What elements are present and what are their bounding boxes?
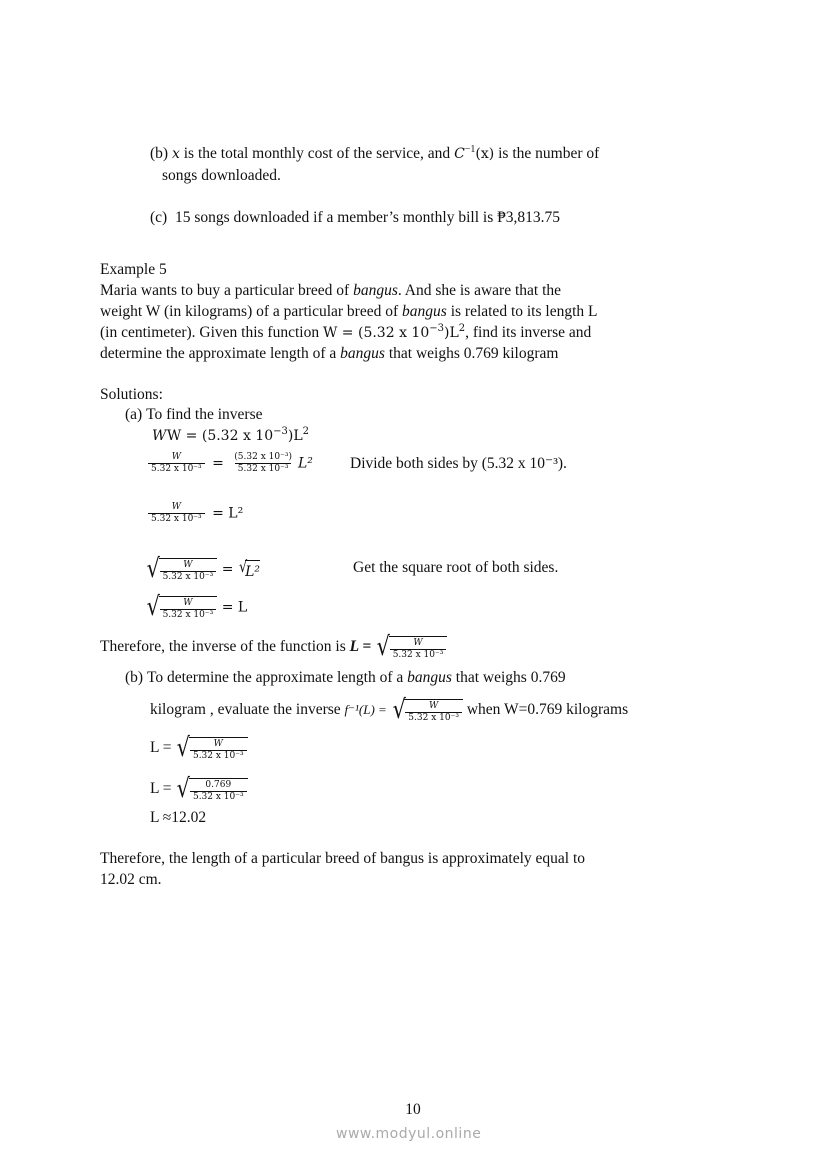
den: 5.32 x 10⁻³: [160, 609, 217, 621]
t: L =: [150, 780, 172, 798]
sqrt: √ $\frac{W}{\text{5.32 x 10⁻³}}$: [175, 735, 247, 762]
t: To find the inverse: [146, 406, 263, 423]
t: =: [221, 599, 234, 616]
label: (c): [150, 209, 168, 226]
t: kilogram , evaluate the inverse: [150, 701, 345, 719]
t: L =: [349, 638, 372, 656]
sqrt-note: Get the square root of both sides.: [353, 559, 559, 576]
t: Maria wants to buy a particular breed of: [100, 282, 354, 299]
den: 5.32 x 10⁻³: [160, 571, 217, 583]
conclusion-line-1: Therefore, the length of a particular breed of bangus is approximately equal to: [100, 850, 586, 867]
arg: (x): [475, 146, 495, 162]
t: Therefore, the inverse of the function is: [100, 638, 350, 656]
t: that weighs 0.769: [451, 669, 566, 686]
t: L =: [150, 739, 172, 757]
equation-3: [145, 502, 243, 525]
den: 5.32 x 10⁻³: [235, 463, 292, 475]
t: =: [212, 455, 224, 472]
t: weight W (in kilograms) of a particular breed of: [100, 303, 403, 320]
fraction: [190, 780, 247, 803]
num: W: [171, 502, 181, 512]
t: , find its inverse and: [465, 324, 592, 341]
t: L²: [297, 455, 313, 472]
para-line-1: [100, 281, 561, 301]
num: W: [213, 739, 223, 749]
fraction: [390, 638, 447, 661]
result: L ≈12.02: [150, 809, 207, 826]
t: )L: [287, 428, 303, 444]
divide-note: Divide both sides by (5.32 x 10⁻³).: [350, 455, 567, 472]
t: −3: [273, 426, 288, 437]
equation-4: [145, 556, 260, 583]
answer-b: [150, 144, 599, 164]
para-line-2: [100, 302, 597, 322]
num: (5.32 x 10⁻³): [234, 452, 292, 462]
num: W: [183, 560, 193, 570]
label: (a): [125, 406, 143, 423]
t: is related to its length L: [446, 303, 598, 320]
den: 5.32 x 10⁻³: [390, 649, 447, 661]
text: is the number of: [494, 145, 600, 162]
t: bangus: [340, 345, 385, 362]
step-a: [125, 405, 263, 425]
t: L²: [228, 505, 244, 522]
example-title: Example 5: [100, 261, 167, 278]
t: =: [221, 561, 234, 578]
t: 2: [302, 426, 309, 437]
t: −3: [429, 323, 444, 334]
num: W: [428, 701, 439, 711]
t: bangus: [353, 282, 398, 299]
den: 5.32 x 10⁻³: [405, 712, 462, 724]
page-number: 10: [405, 1101, 421, 1118]
t: L²: [245, 563, 260, 580]
fraction: [405, 701, 462, 724]
conclusion-line-2: 12.02 cm.: [100, 871, 162, 888]
para-line-4: [100, 344, 558, 364]
t: bangus: [402, 303, 447, 320]
sqrt: √ $\frac{W}{\text{5.32 x 10⁻³}}$: [391, 697, 463, 724]
t: To determine the approximate length of a: [146, 669, 408, 686]
t: (in centimeter). Given this function: [100, 324, 323, 341]
equation-7: [150, 776, 248, 803]
therefore-inverse: [100, 634, 447, 661]
step-b: [125, 668, 566, 688]
equation-2: [145, 452, 313, 475]
fraction: [148, 452, 205, 475]
solutions-title: Solutions:: [100, 386, 163, 403]
sqrt: √ $\frac{W}{\text{5.32 x 10⁻³}}$: [375, 634, 447, 661]
fraction: [148, 502, 205, 525]
var: x: [171, 146, 180, 162]
sqrt: √ $\frac{0.769}{\text{5.32 x 10⁻³}}$: [175, 776, 247, 803]
fraction: [160, 560, 217, 583]
equation-5: [145, 594, 247, 621]
t: f⁻¹(L) =: [344, 702, 387, 718]
num: W: [171, 452, 181, 462]
den: 5.32 x 10⁻³: [190, 750, 247, 762]
var: C: [454, 146, 465, 162]
t: determine the approximate length of a: [100, 345, 341, 362]
sqrt: √ $\frac{W}{\text{5.32 x 10⁻³}}$: [145, 594, 217, 621]
text: is the total monthly cost of the service, and: [179, 145, 455, 162]
exp: −1: [464, 144, 476, 155]
num: W: [413, 638, 423, 648]
t: . And she is aware that the: [397, 282, 562, 299]
t: when W=0.769 kilograms: [462, 701, 629, 719]
fraction: [160, 598, 217, 621]
equation-6: [150, 735, 248, 762]
t: =: [212, 505, 224, 522]
den: 5.32 x 10⁻³: [190, 791, 247, 803]
den: 5.32 x 10⁻³: [148, 513, 205, 525]
t: W = (5.32 x 10: [322, 325, 430, 341]
equation-1: [152, 426, 309, 446]
sqrt: √ $\frac{W}{\text{5.32 x 10⁻³}}$: [145, 556, 217, 583]
den: 5.32 x 10⁻³: [148, 463, 205, 475]
t: W: [152, 428, 167, 444]
fraction: [190, 739, 247, 762]
t: bangus: [407, 669, 452, 686]
num: 0.769: [205, 780, 232, 790]
watermark: www.modyul.online: [336, 1126, 482, 1142]
step-b-cont: [150, 697, 628, 724]
label: (b): [150, 145, 169, 162]
answer-b-cont: songs downloaded.: [162, 167, 281, 184]
text: 15 songs downloaded if a member’s monthly bill is ₱3,813.75: [174, 209, 560, 226]
t: that weighs 0.769 kilogram: [384, 345, 559, 362]
para-line-3: [100, 323, 591, 343]
t: )L: [443, 325, 459, 341]
label: (b): [125, 669, 144, 686]
num: W: [183, 598, 193, 608]
fraction: [231, 452, 295, 475]
t: L: [237, 599, 248, 616]
answer-c: [150, 208, 560, 228]
sqrt: √ L²: [238, 556, 260, 580]
formula: [323, 325, 465, 341]
t: 2: [458, 323, 466, 334]
t: W = (5.32 x 10: [166, 428, 274, 444]
